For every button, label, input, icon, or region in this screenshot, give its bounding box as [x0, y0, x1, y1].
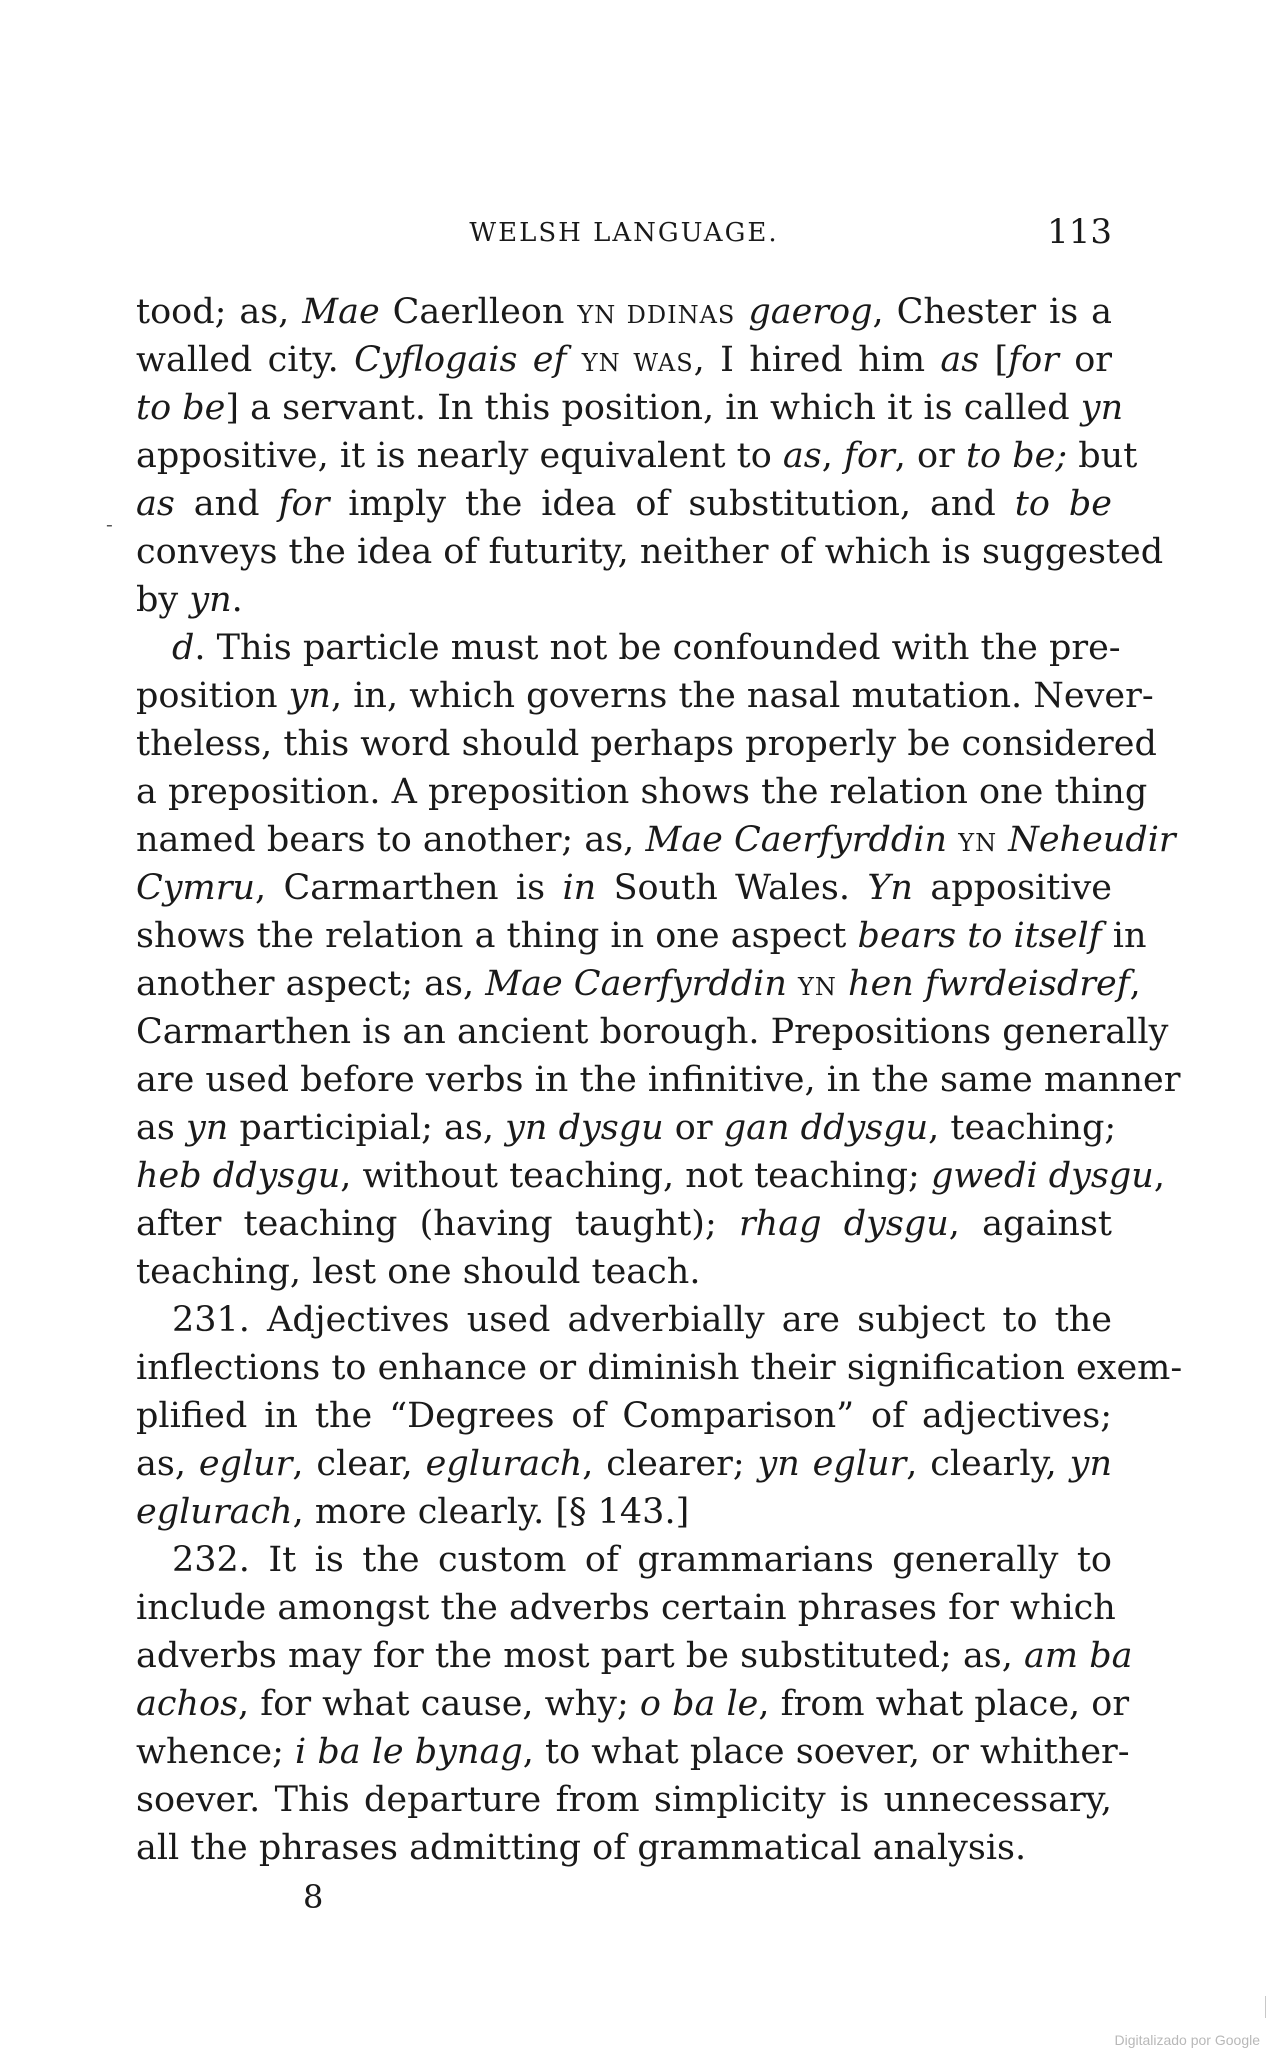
text-line: [136, 576, 1112, 624]
text-run: imply the idea of substitution, and: [329, 484, 1015, 524]
text-run: plified in the “Degrees of Comparison” of adjectives;: [136, 1396, 1112, 1436]
text-line: [136, 384, 1124, 432]
text-run: in: [1101, 916, 1147, 956]
italic-text: Mae: [302, 292, 380, 332]
text-run: ,: [1129, 964, 1141, 1004]
italic-text: o ba le: [639, 1684, 759, 1724]
text-line: [136, 480, 1112, 528]
italic-text: achos: [136, 1684, 239, 1724]
text-run: participial; as,: [228, 1108, 506, 1148]
text-line: [136, 1440, 1112, 1488]
text-line: [136, 912, 1147, 960]
text-run: appositive, it is nearly equivalent to: [136, 436, 783, 476]
text-line: [136, 1584, 1116, 1632]
text-run: , in, which governs the nasal mutation. Never-: [330, 676, 1154, 716]
text-run: conveys the idea of futurity, neither of which is suggested: [136, 532, 1164, 572]
text-line: [136, 1152, 1165, 1200]
text-run: ] a servant. In this position, in which it is called: [225, 388, 1081, 428]
text-line: [136, 288, 1112, 336]
text-line: [136, 1344, 1183, 1392]
text-run: position: [136, 676, 289, 716]
text-line: [136, 864, 1112, 912]
italic-text: Cyflogais ef: [354, 340, 567, 380]
text-run: whence;: [136, 1732, 295, 1772]
italic-text: heb ddysgu: [136, 1156, 341, 1196]
text-run: [: [979, 340, 1009, 380]
small-caps-text: YN: [958, 829, 998, 857]
text-run: and: [174, 484, 279, 524]
text-run: as,: [136, 1444, 199, 1484]
text-line: [136, 816, 1176, 864]
italic-text: Yn: [867, 868, 913, 908]
italic-text: as: [136, 484, 175, 524]
text-run: tood; as,: [136, 292, 303, 332]
running-title: WELSH LANGUAGE.: [469, 218, 779, 248]
text-run: .: [231, 580, 243, 620]
text-line: [136, 1248, 1112, 1296]
italic-text: hen fwrdeisdref: [848, 964, 1130, 1004]
text-run: another aspect; as,: [136, 964, 486, 1004]
text-line: [136, 1296, 1112, 1344]
italic-text: gwedi dysgu: [930, 1156, 1154, 1196]
text-run: [947, 820, 958, 860]
italic-text: to be;: [965, 436, 1068, 476]
text-run: Carmarthen is an ancient borough. Prepositions generally: [136, 1012, 1169, 1052]
body-text: [136, 288, 1183, 1872]
text-run: [787, 964, 798, 1004]
italic-text: yn: [288, 676, 331, 716]
text-run: . This particle must not be confounded with the pre-: [194, 628, 1121, 668]
italic-text: am ba: [1024, 1636, 1133, 1676]
italic-text: for: [1008, 340, 1059, 380]
text-run: theless, this word should perhaps properly be considered: [136, 724, 1157, 764]
text-run: , I hired him: [693, 340, 941, 380]
text-run: , against: [948, 1204, 1112, 1244]
text-line: [136, 1824, 1112, 1872]
italic-text: to be: [1014, 484, 1112, 524]
text-run: [837, 964, 848, 1004]
text-run: [997, 820, 1008, 860]
text-run: a preposition. A preposition shows the relation one thing: [136, 772, 1148, 812]
italic-text: rhag dysgu: [738, 1204, 949, 1244]
signature-mark: 8: [303, 1878, 324, 1916]
text-line: [136, 1056, 1181, 1104]
text-run: by: [136, 580, 190, 620]
text-run: [735, 292, 748, 332]
text-run: Caerlleon: [379, 292, 578, 332]
italic-text: eglurach: [136, 1492, 293, 1532]
text-line: [136, 1104, 1117, 1152]
text-run: ,: [821, 436, 844, 476]
text-run: all the phrases admitting of grammatical analysis.: [136, 1828, 1027, 1868]
italic-text: i ba le bynag: [295, 1732, 523, 1772]
text-run: [566, 340, 581, 380]
text-run: , to what place soever, or whither-: [522, 1732, 1130, 1772]
text-run: , from what place, or: [758, 1684, 1130, 1724]
text-run: , or: [894, 436, 966, 476]
text-run: as: [136, 1108, 186, 1148]
text-run: but: [1067, 436, 1138, 476]
text-run: include amongst the adverbs certain phrases for which: [136, 1588, 1116, 1628]
text-line: [136, 624, 1121, 672]
scan-watermark: Digitalizado por Google: [1114, 2032, 1260, 2048]
italic-text: as: [940, 340, 980, 380]
margin-mark: -: [106, 512, 113, 536]
italic-text: for: [278, 484, 330, 524]
text-line: [136, 432, 1138, 480]
italic-text: Neheudir: [1008, 820, 1176, 860]
text-line: [136, 336, 1112, 384]
italic-text: yn: [185, 1108, 229, 1148]
italic-text: Cymru: [136, 868, 256, 908]
text-line: [136, 672, 1154, 720]
text-run: South Wales.: [596, 868, 868, 908]
text-line: [136, 1488, 1112, 1536]
italic-text: gan ddysgu: [723, 1108, 929, 1148]
italic-text: to be: [136, 388, 226, 428]
italic-text: in: [562, 868, 597, 908]
text-run: or: [663, 1108, 724, 1148]
italic-text: bears to itself: [857, 916, 1102, 956]
text-run: shows the relation a thing in one aspect: [136, 916, 858, 956]
text-run: soever. This departure from simplicity is unnecessary,: [136, 1780, 1112, 1820]
italic-text: yn dysgu: [505, 1108, 664, 1148]
italic-text: Mae Caerfyrddin: [485, 964, 787, 1004]
italic-text: yn: [189, 580, 232, 620]
text-run: , clearer;: [582, 1444, 758, 1484]
text-run: , teaching;: [928, 1108, 1117, 1148]
italic-text: eglur: [198, 1444, 293, 1484]
italic-text: eglurach: [425, 1444, 583, 1484]
text-run: appositive: [912, 868, 1112, 908]
text-line: [136, 720, 1157, 768]
italic-text: yn: [1080, 388, 1124, 428]
text-run: , Chester is a: [872, 292, 1112, 332]
small-caps-text: YN DDINAS: [577, 301, 736, 329]
page-number: 113: [1047, 212, 1112, 252]
text-run: , clear,: [292, 1444, 426, 1484]
text-line: [136, 1392, 1112, 1440]
italic-text: Mae Caerfyrddin: [645, 820, 948, 860]
text-run: or: [1058, 340, 1112, 380]
text-run: adverbs may for the most part be substituted; as,: [136, 1636, 1025, 1676]
text-run: teaching, lest one should teach.: [136, 1252, 701, 1292]
text-run: 231. Adjectives used adverbially are subject to the: [172, 1300, 1112, 1340]
italic-text: as: [782, 436, 822, 476]
italic-text: gaerog: [748, 292, 873, 332]
italic-text: d: [172, 628, 195, 668]
text-run: , without teaching, not teaching;: [340, 1156, 931, 1196]
text-line: [136, 1200, 1112, 1248]
text-line: [136, 1776, 1112, 1824]
text-run: , clearly,: [906, 1444, 1070, 1484]
italic-text: yn: [1069, 1444, 1112, 1484]
italic-text: for: [844, 436, 895, 476]
scan-edge-mark: [1265, 1996, 1266, 2018]
text-line: [136, 1632, 1133, 1680]
text-run: inflections to enhance or diminish their signification exem-: [136, 1348, 1183, 1388]
text-line: [136, 1680, 1130, 1728]
italic-text: yn eglur: [757, 1444, 907, 1484]
text-run: are used before verbs in the infinitive, in the same manner: [136, 1060, 1181, 1100]
page-header: [136, 212, 1112, 252]
text-run: , more clearly. [§ 143.]: [292, 1492, 690, 1532]
text-run: , Carmarthen is: [255, 868, 563, 908]
text-run: ,: [1153, 1156, 1165, 1196]
small-caps-text: YN WAS: [581, 349, 694, 377]
text-line: [136, 768, 1148, 816]
text-run: walled city.: [136, 340, 355, 380]
text-run: named bears to another; as,: [136, 820, 646, 860]
text-run: 232. It is the custom of grammarians generally to: [172, 1540, 1112, 1580]
text-line: [136, 1728, 1130, 1776]
text-line: [136, 1008, 1169, 1056]
text-line: [136, 960, 1141, 1008]
text-line: [136, 1536, 1112, 1584]
text-run: , for what cause, why;: [238, 1684, 640, 1724]
text-run: after teaching (having taught);: [136, 1204, 739, 1244]
small-caps-text: YN: [798, 973, 837, 1001]
text-line: [136, 528, 1164, 576]
